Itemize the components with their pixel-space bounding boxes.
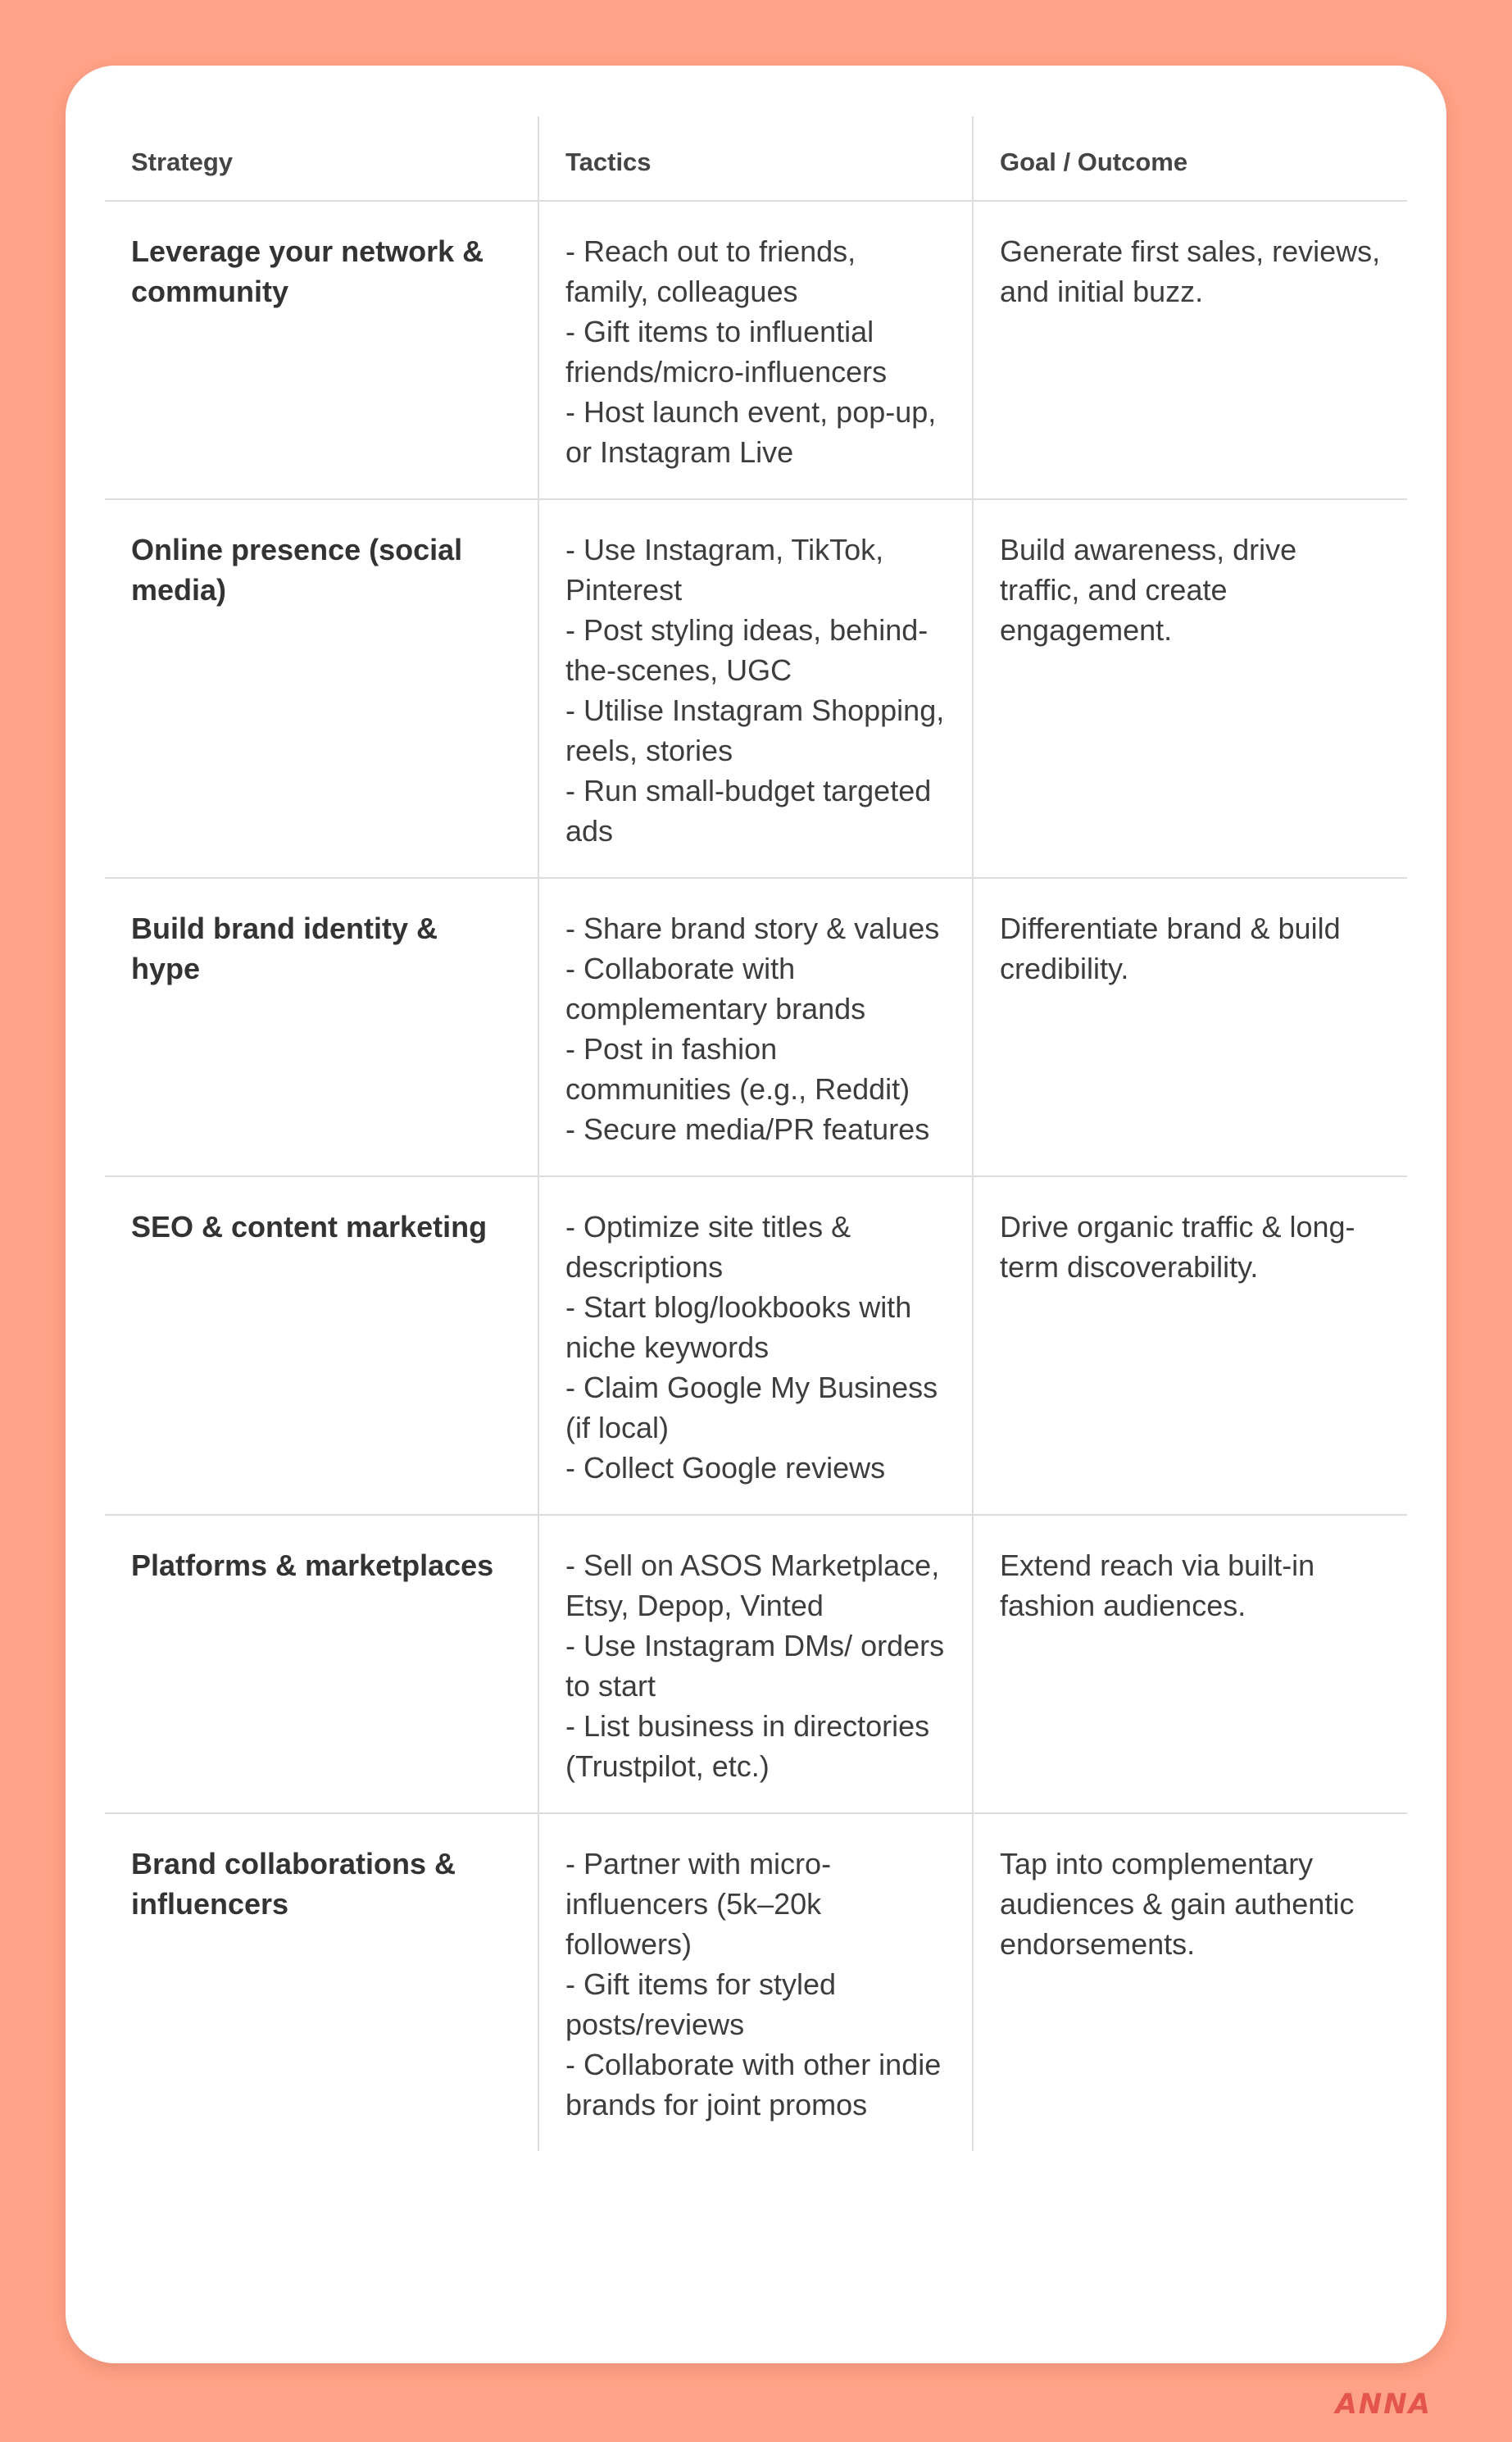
goal-cell: Build awareness, drive traffic, and create engagement. bbox=[1000, 533, 1297, 647]
strategy-cell: SEO & content marketing bbox=[105, 1177, 539, 1514]
tactics-cell: - Sell on ASOS Marketplace, Etsy, Depop, Vinted - Use Instagram DMs/ orders to start - List business in directories (Trustpilot, etc.) bbox=[539, 1516, 974, 1812]
strategy-cell: Platforms & marketplaces bbox=[105, 1516, 539, 1812]
table-row bbox=[105, 1516, 1407, 1814]
tactics-cell: - Share brand story & values - Collaborate with complementary brands - Post in fashion communities (e.g., Reddit) - Secure media/PR features bbox=[539, 879, 974, 1176]
brand-logo: ANNA bbox=[1335, 2388, 1432, 2421]
tactics-cell: - Reach out to friends, family, colleagues - Gift items to influential friends/micro-influencers - Host launch event, pop-up, or Instagram Live bbox=[539, 202, 974, 498]
header-strategy: Strategy bbox=[105, 116, 539, 200]
goal-cell: Differentiate brand & build credibility. bbox=[1000, 912, 1341, 985]
header-tactics: Tactics bbox=[539, 116, 974, 200]
strategy-table bbox=[105, 116, 1407, 2151]
goal-cell: Tap into complementary audiences & gain authentic endorsements. bbox=[1000, 1847, 1355, 1961]
goal-cell: Generate first sales, reviews, and initial buzz. bbox=[1000, 234, 1381, 308]
table-row bbox=[105, 1177, 1407, 1516]
strategy-cell: Brand collaborations & influencers bbox=[105, 1814, 539, 2151]
strategy-cell: Online presence (social media) bbox=[105, 500, 539, 877]
tactics-cell: - Optimize site titles & descriptions - Start blog/lookbooks with niche keywords - Claim Google My Business (if local) - Collect Google reviews bbox=[539, 1177, 974, 1514]
table-row bbox=[105, 202, 1407, 500]
strategy-cell: Leverage your network & community bbox=[105, 202, 539, 498]
table-row bbox=[105, 1814, 1407, 2151]
tactics-cell: - Partner with micro-influencers (5k–20k followers) - Gift items for styled posts/reviews - Collaborate with other indie brands for joint promos bbox=[539, 1814, 974, 2151]
strategy-cell: Build brand identity & hype bbox=[105, 879, 539, 1176]
tactics-cell: - Use Instagram, TikTok, Pinterest - Post styling ideas, behind-the-scenes, UGC - Utilise Instagram Shopping, reels, stories - Run small-budget targeted ads bbox=[539, 500, 974, 877]
table-row bbox=[105, 500, 1407, 879]
header-goal: Goal / Outcome bbox=[1000, 148, 1188, 176]
goal-cell: Extend reach via built-in fashion audiences. bbox=[1000, 1548, 1315, 1622]
table-row bbox=[105, 879, 1407, 1177]
content-card bbox=[66, 66, 1446, 2363]
goal-cell: Drive organic traffic & long-term discoverability. bbox=[1000, 1210, 1355, 1284]
table-header-row bbox=[105, 116, 1407, 202]
